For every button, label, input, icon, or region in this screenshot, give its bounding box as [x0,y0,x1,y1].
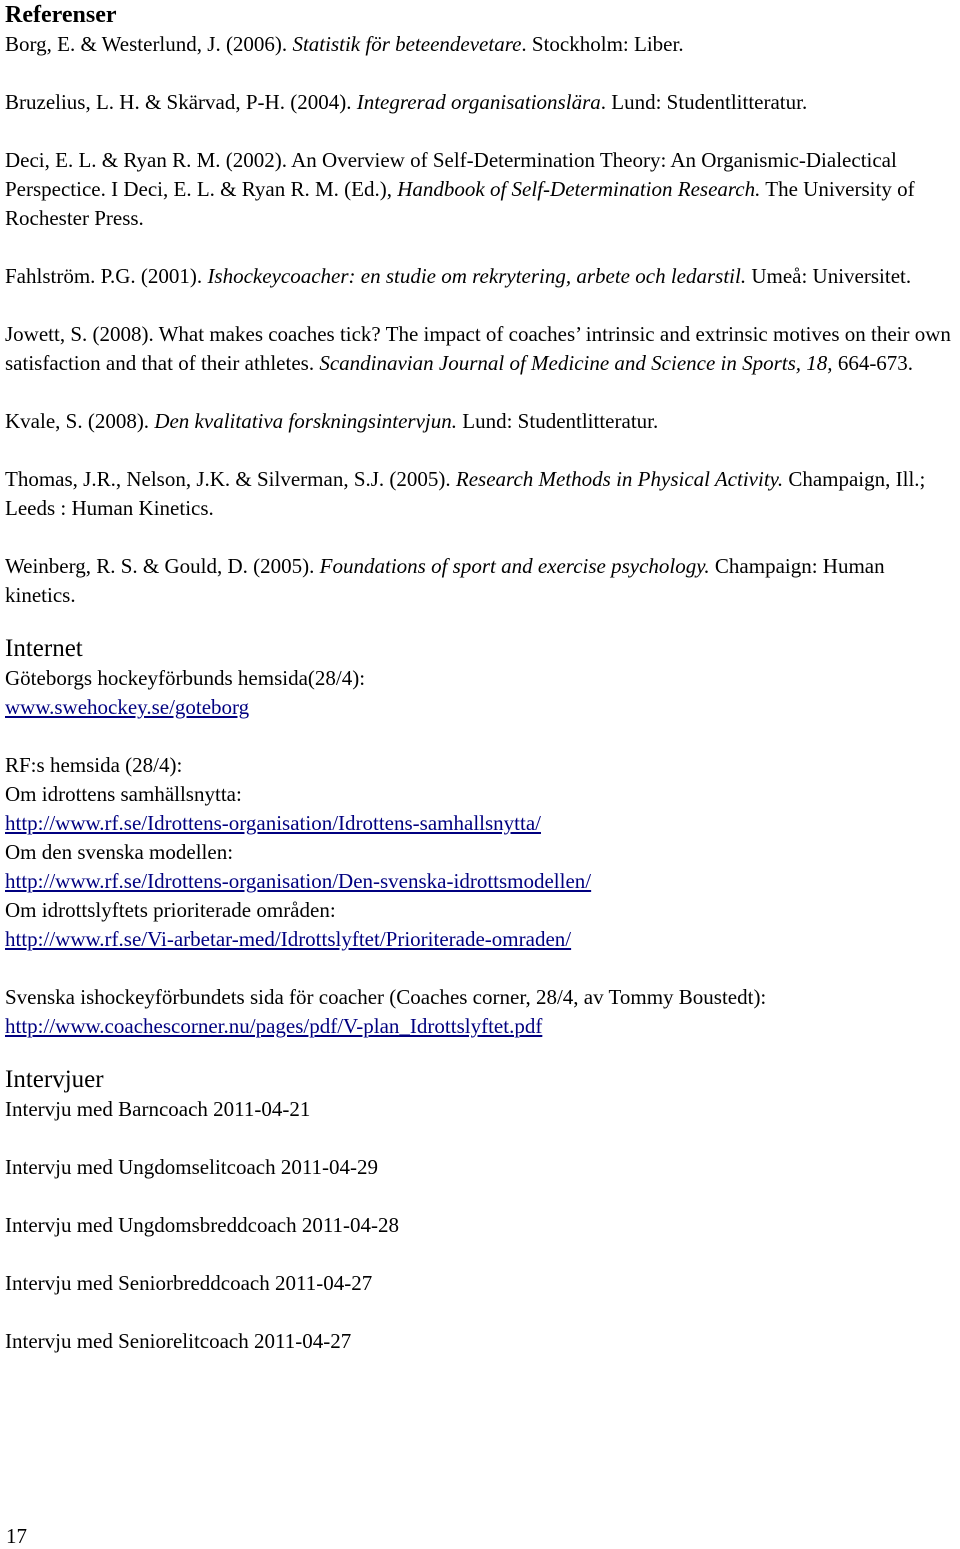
internet-rf3-label: Om idrottslyftets prioriterade områden: [5,898,336,922]
internet-rf2-link-line [5,867,955,896]
page-number: 17 [6,1524,27,1548]
internet-rf2-label: Om den svenska modellen: [5,840,234,864]
heading-referenser: Referenser [5,2,117,28]
ref-fahlstrom: Fahlström. P.G. (2001). Ishockeycoacher: en studie om rekrytering, arbete och ledarstil. Umeå: Universitet. [5,264,912,288]
internet-rf1-link-line [5,809,955,838]
ref-borg: Borg, E. & Westerlund, J. (2006). Statistik för beteendevetare. Stockholm: Liber. [5,32,684,56]
link-swehockey-goteborg[interactable]: www.swehockey.se/goteborg [5,695,250,719]
internet-rf-label: RF:s hemsida (28/4): [5,753,183,777]
internet-rf3-link-line [5,925,955,954]
link-rf-samhallsnytta[interactable]: http://www.rf.se/Idrottens-organisation/Idrottens-samhallsnytta/ [5,811,541,835]
internet-rf1-label: Om idrottens samhällsnytta: [5,782,242,806]
interview-item: Intervju med Ungdomselitcoach 2011-04-29 [5,1155,379,1179]
internet-gbg-link-line [5,693,955,722]
internet-coach-label: Svenska ishockeyförbundets sida för coacher (Coaches corner, 28/4, av Tommy Boustedt): [5,985,767,1009]
ref-thomas: Thomas, J.R., Nelson, J.K. & Silverman, S.J. (2005). Research Methods in Physical Activity. Champaign, Ill.; Leeds : Human Kinetics. [5,467,926,520]
ref-bruzelius: Bruzelius, L. H. & Skärvad, P-H. (2004). Integrerad organisationslära. Lund: Studentlitteratur. [5,90,808,114]
heading-intervjuer: Intervjuer [5,1066,104,1093]
interview-item: Intervju med Seniorbreddcoach 2011-04-27 [5,1271,373,1295]
ref-weinberg: Weinberg, R. S. & Gould, D. (2005). Foundations of sport and exercise psychology. Champaign: Human kinetics. [5,554,885,607]
link-coachescorner[interactable]: http://www.coachescorner.nu/pages/pdf/V-plan_Idrottslyftet.pdf [5,1014,543,1038]
ref-jowett: Jowett, S. (2008). What makes coaches tick? The impact of coaches’ intrinsic and extrinsic motives on their own satisfaction and that of their athletes. Scandinavian Journal of Medicine and Science in Sports, 18, 664-673. [5,322,951,375]
ref-kvale: Kvale, S. (2008). Den kvalitativa forskningsintervjun. Lund: Studentlitteratur. [5,409,659,433]
ref-deci: Deci, E. L. & Ryan R. M. (2002). An Overview of Self-Determination Theory: An Organismic-Dialectical Perspectice. I Deci, E. L. & Ryan R. M. (Ed.), Handbook of Self-Determination Research. The University of Rochester Press. [5,148,915,230]
internet-gbg-label: Göteborgs hockeyförbunds hemsida(28/4): [5,666,366,690]
interview-item: Intervju med Seniorelitcoach 2011-04-27 [5,1329,352,1353]
interview-item: Intervju med Ungdomsbreddcoach 2011-04-28 [5,1213,400,1237]
link-rf-svenska-modellen[interactable]: http://www.rf.se/Idrottens-organisation/Den-svenska-idrottsmodellen/ [5,869,592,893]
link-rf-prioriterade-omraden[interactable]: http://www.rf.se/Vi-arbetar-med/Idrottslyftet/Prioriterade-omraden/ [5,927,572,951]
internet-coach-link-line [5,1012,955,1041]
heading-internet: Internet [5,635,83,662]
document-page [5,0,955,1356]
interview-item: Intervju med Barncoach 2011-04-21 [5,1097,311,1121]
